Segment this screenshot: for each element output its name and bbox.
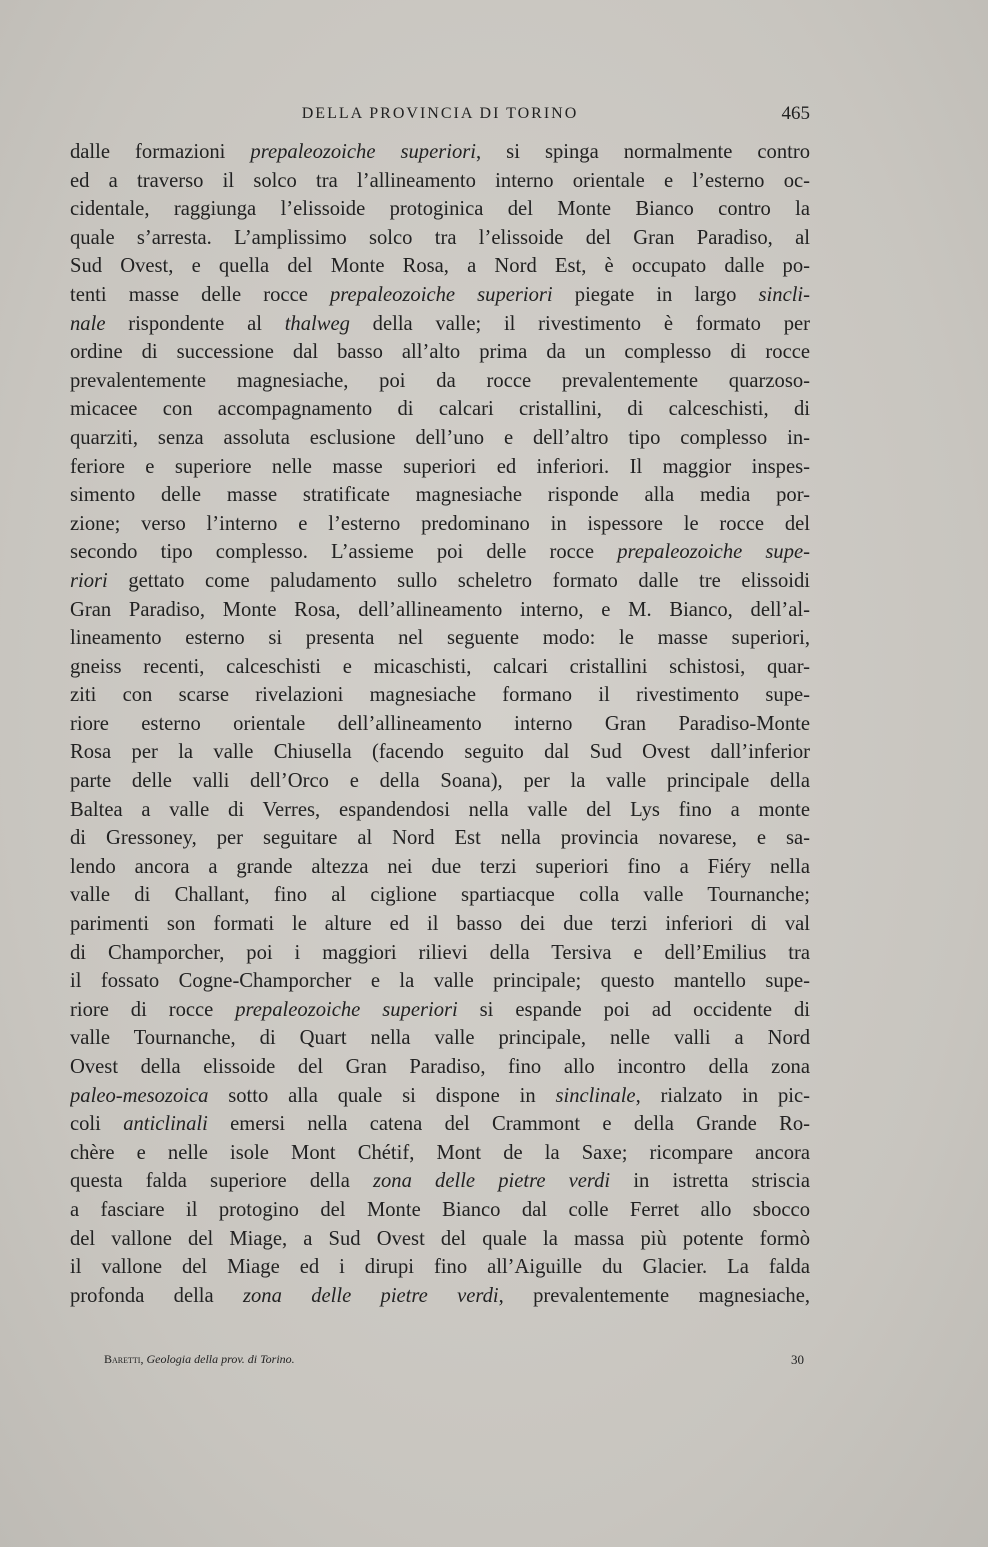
text-run: profonda della <box>70 1284 243 1307</box>
text-line <box>70 424 810 453</box>
italic-term: paleo-mesozoica <box>70 1084 209 1107</box>
text-run: ziti con scarse rivelazioni magnesiache formano il rivestimento supe- <box>70 684 810 707</box>
text-line <box>70 510 810 539</box>
text-line <box>70 1082 810 1111</box>
italic-term: prepaleozoiche superiori <box>250 141 477 163</box>
text-run: Sud Ovest, e quella del Monte Rosa, a Nord Est, è occupato dalle po- <box>70 255 810 278</box>
text-run: ed a traverso il solco tra l’allineamento interno orientale e l’esterno oc- <box>70 169 810 192</box>
signature-mark: 30 <box>791 1352 804 1367</box>
text-line <box>70 738 810 767</box>
text-line <box>70 853 810 882</box>
text-run: del vallone del Miage, a Sud Ovest del quale la massa più potente formò <box>70 1227 810 1250</box>
text-run: valle Tournanche, di Quart nella valle principale, nelle valli a Nord <box>70 1027 810 1050</box>
text-run: zione; verso l’interno e l’esterno predominano in ispessore le rocce del <box>70 512 810 535</box>
page-header <box>70 103 810 129</box>
text-run: secondo tipo complesso. L’assieme poi delle rocce <box>70 541 618 564</box>
text-line <box>70 481 810 510</box>
text-run: quarziti, senza assoluta esclusione dell’uno e dell’altro tipo complesso in- <box>70 426 810 449</box>
text-run: il fossato Cogne-Champorcher e la valle principale; questo mantello supe- <box>70 970 810 993</box>
text-run: questa falda superiore della <box>70 1170 373 1193</box>
text-line <box>70 939 810 968</box>
text-run: cidentale, raggiunga l’elissoide protoginica del Monte Bianco contro la <box>70 198 810 221</box>
text-run: lineamento esterno si presenta nel seguente modo: le masse superiori, <box>70 627 810 650</box>
text-line <box>70 1110 810 1139</box>
page-footer <box>104 1352 804 1372</box>
italic-term: sincli- <box>758 283 810 306</box>
text-line <box>70 796 810 825</box>
footer-work: Geologia della prov. di Torino. <box>146 1352 295 1366</box>
text-run: di Champorcher, poi i maggiori rilievi della Tersiva e dell’Emilius tra <box>70 941 810 964</box>
footer-author: Baretti, <box>104 1352 144 1366</box>
text-run: Baltea a valle di Verres, espandendosi nella valle del Lys fino a monte <box>70 798 810 821</box>
text-line <box>70 1167 810 1196</box>
text-line <box>70 567 810 596</box>
text-line <box>70 624 810 653</box>
text-run: Ovest della elissoide del Gran Paradiso, fino allo incontro della zona <box>70 1056 810 1078</box>
text-run: della valle; il rivestimento è formato per <box>349 312 810 335</box>
text-line <box>70 367 810 396</box>
text-run: feriore e superiore nelle masse superiori ed inferiori. Il maggior inspes- <box>70 455 810 478</box>
text-run: prevalentemente magnesiache, poi da rocce prevalentemente quarzoso- <box>70 369 810 392</box>
text-line <box>70 167 810 196</box>
italic-term: zona delle pietre verdi <box>242 1284 499 1307</box>
text-line <box>70 824 810 853</box>
text-run: riore esterno orientale dell’allineamento interno Gran Paradiso-Monte <box>70 712 810 735</box>
italic-term: riori <box>70 569 108 592</box>
text-line <box>70 1196 810 1225</box>
text-line <box>70 195 810 224</box>
text-run: chère e nelle isole Mont Chétif, Mont de la Saxe; ricompare ancora <box>70 1141 810 1164</box>
text-run: a fasciare il protogino del Monte Bianco dal colle Ferret allo sbocco <box>70 1198 810 1221</box>
text-line <box>70 281 810 310</box>
text-run: rispondente al <box>105 312 285 335</box>
italic-term: nale <box>70 312 106 335</box>
italic-term: sinclinale <box>555 1084 636 1107</box>
italic-term: prepaleozoiche superiori <box>329 283 553 306</box>
text-line <box>70 596 810 625</box>
text-line <box>70 910 810 939</box>
text-run: parimenti son formati le alture ed il basso dei due terzi inferiori di val <box>70 913 810 936</box>
text-line <box>70 224 810 253</box>
text-run: di Gressoney, per seguitare al Nord Est nella provincia novarese, e sa- <box>70 827 810 850</box>
text-line <box>70 252 810 281</box>
text-run: gneiss recenti, calceschisti e micaschisti, calcari cristallini schistosi, quar- <box>70 655 810 678</box>
text-run: in istretta striscia <box>610 1170 810 1193</box>
text-line <box>70 1282 810 1311</box>
text-run: riore di rocce <box>70 998 236 1021</box>
text-run: emersi nella catena del Crammont e della Grande Ro- <box>207 1113 810 1136</box>
text-line <box>70 1053 810 1082</box>
text-run: , rialzato in pic- <box>635 1084 810 1107</box>
text-run: lendo ancora a grande altezza nei due terzi superiori fino a Fiéry nella <box>70 855 810 878</box>
italic-term: thalweg <box>284 312 350 335</box>
text-run: quale s’arresta. L’amplissimo solco tra l’elissoide del Gran Paradiso, al <box>70 226 810 249</box>
text-line <box>70 967 810 996</box>
italic-term: prepaleozoiche supe- <box>617 541 810 564</box>
text-run: Gran Paradiso, Monte Rosa, dell’allineamento interno, e M. Bianco, dell’al- <box>70 598 810 621</box>
text-run: , si spinga normalmente contro <box>476 141 810 163</box>
text-line <box>70 653 810 682</box>
text-line <box>70 1225 810 1254</box>
text-run: coli <box>70 1113 124 1136</box>
text-line <box>70 881 810 910</box>
text-line <box>70 338 810 367</box>
text-line <box>70 138 810 167</box>
italic-term: anticlinali <box>123 1113 208 1136</box>
text-run: piegate in largo <box>552 283 759 306</box>
footer-reference <box>104 1352 295 1367</box>
text-run: simento delle masse stratificate magnesiache risponde alla media por- <box>70 484 810 507</box>
text-line <box>70 453 810 482</box>
running-title: DELLA PROVINCIA DI TORINO <box>301 105 579 122</box>
italic-term: zona delle pietre verdi <box>372 1170 611 1193</box>
text-line <box>70 681 810 710</box>
text-line <box>70 1253 810 1282</box>
text-run: tenti masse delle rocce <box>70 283 330 306</box>
text-run: valle di Challant, fino al ciglione spartiacque colla valle Tournanche; <box>70 884 810 907</box>
text-run: sotto alla quale si dispone in <box>208 1084 556 1107</box>
text-line <box>70 996 810 1025</box>
text-run: gettato come paludamento sullo scheletro formato dalle tre elissoidi <box>107 569 810 592</box>
text-line <box>70 395 810 424</box>
text-line <box>70 1139 810 1168</box>
page-number: 465 <box>781 103 810 124</box>
text-run: si espande poi ad occidente di <box>457 998 810 1021</box>
text-run: il vallone del Miage ed i dirupi fino all’Aiguille du Glacier. La falda <box>70 1256 810 1279</box>
text-run: ordine di successione dal basso all’alto prima da un complesso di rocce <box>70 341 810 364</box>
text-line <box>70 538 810 567</box>
text-line <box>70 310 810 339</box>
text-line <box>70 710 810 739</box>
text-run: dalle formazioni <box>70 141 251 163</box>
text-run: micacee con accompagnamento di calcari cristallini, di calceschisti, di <box>70 398 810 421</box>
text-line <box>70 767 810 796</box>
italic-term: prepaleozoiche superiori <box>235 998 458 1021</box>
body-text <box>70 138 810 1310</box>
text-run: Rosa per la valle Chiusella (facendo seguito dal Sud Ovest dall’inferior <box>70 741 810 764</box>
text-run: , prevalentemente magnesiache, <box>498 1284 810 1307</box>
text-line <box>70 1024 810 1053</box>
text-run: parte delle valli dell’Orco e della Soana), per la valle principale della <box>70 770 810 793</box>
